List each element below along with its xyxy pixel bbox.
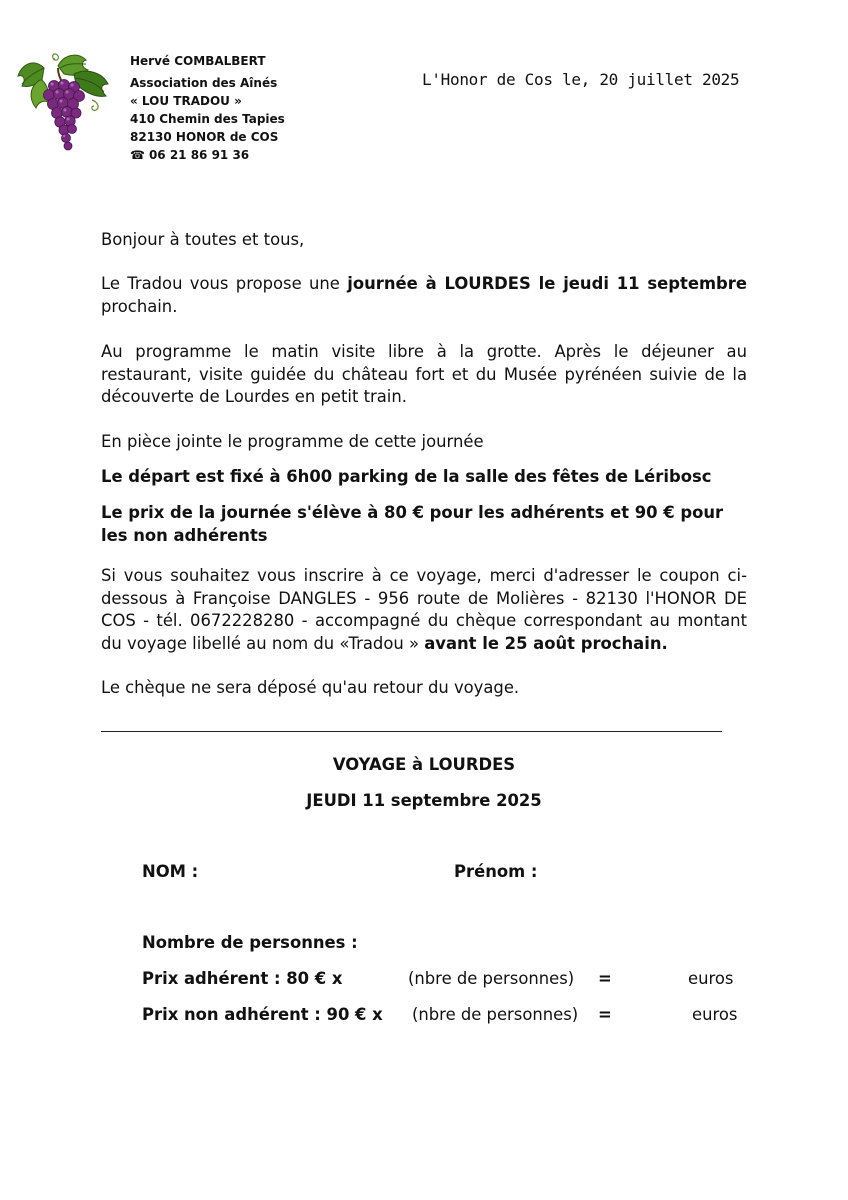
place-date: L'Honor de Cos le, 20 juillet 2025	[422, 70, 740, 89]
paragraph-price: Le prix de la journée s'élève à 80 € pour les adhérents et 90 € pour les non adhérents	[101, 503, 724, 545]
association-name: Association des Aînés	[130, 76, 278, 90]
invitation-highlight: journée à LOURDES le jeudi 11 septembre	[347, 274, 747, 293]
prix-adherent-label: Prix adhérent : 80 € x	[142, 969, 343, 988]
paragraph-program: Au programme le matin visite libre à la grotte. Après le déjeuner au restaurant, visite guidée du château fort et du Musée pyrénéen suivie de la découverte de Lourdes en petit train.	[101, 342, 747, 406]
euros-text: euros	[688, 969, 734, 988]
phone-line	[130, 146, 285, 164]
paragraph-attachment: En pièce jointe le programme de cette journée	[101, 432, 484, 451]
coupon-title: VOYAGE à LOURDES	[332, 755, 516, 774]
paragraph-invitation	[101, 273, 747, 318]
prix-non-adherent-label: Prix non adhérent : 90 € x	[142, 1005, 383, 1024]
registration-text: Si vous souhaitez vous inscrire à ce voyage, merci d'adresser le coupon ci-dessous à Françoise DANGLES - 956 route de Molières - 82130 l'HONOR DE COS - tél. 0672228280 - accompagné du chèque correspondant au montant du voyage libellé au nom du «Tradou »	[101, 566, 747, 653]
sender-block	[130, 52, 285, 164]
paragraph-registration	[101, 565, 747, 655]
city-address: 82130 HONOR de COS	[130, 130, 279, 144]
paragraph-cheque: Le chèque ne sera déposé qu'au retour du voyage.	[101, 678, 520, 697]
grapes-icon	[14, 50, 112, 154]
prenom-label: Prénom :	[454, 862, 538, 881]
equals-sign: =	[598, 969, 612, 988]
club-name: « LOU TRADOU »	[130, 94, 242, 108]
equals-sign: =	[598, 1005, 612, 1024]
nbre-personnes-text: (nbre de personnes)	[408, 969, 575, 988]
sender-name: Hervé COMBALBERT	[130, 54, 266, 68]
nom-label: NOM :	[142, 862, 199, 881]
invitation-text: Le Tradou vous propose une	[101, 274, 348, 293]
euros-text: euros	[692, 1005, 738, 1024]
invitation-end: prochain.	[101, 296, 178, 316]
street-address: 410 Chemin des Tapies	[130, 112, 285, 126]
coupon-date: JEUDI 11 septembre 2025	[306, 791, 542, 810]
cut-line	[101, 731, 722, 732]
phone-icon: ☎	[130, 148, 145, 162]
phone-number: 06 21 86 91 36	[148, 148, 250, 162]
registration-deadline: avant le 25 août prochain.	[424, 633, 668, 653]
nbre-personnes-text: (nbre de personnes)	[412, 1005, 579, 1024]
greeting: Bonjour à toutes et tous,	[101, 230, 305, 249]
paragraph-departure: Le départ est fixé à 6h00 parking de la salle des fêtes de Léribosc	[101, 467, 712, 486]
nombre-personnes-label: Nombre de personnes :	[142, 933, 358, 952]
